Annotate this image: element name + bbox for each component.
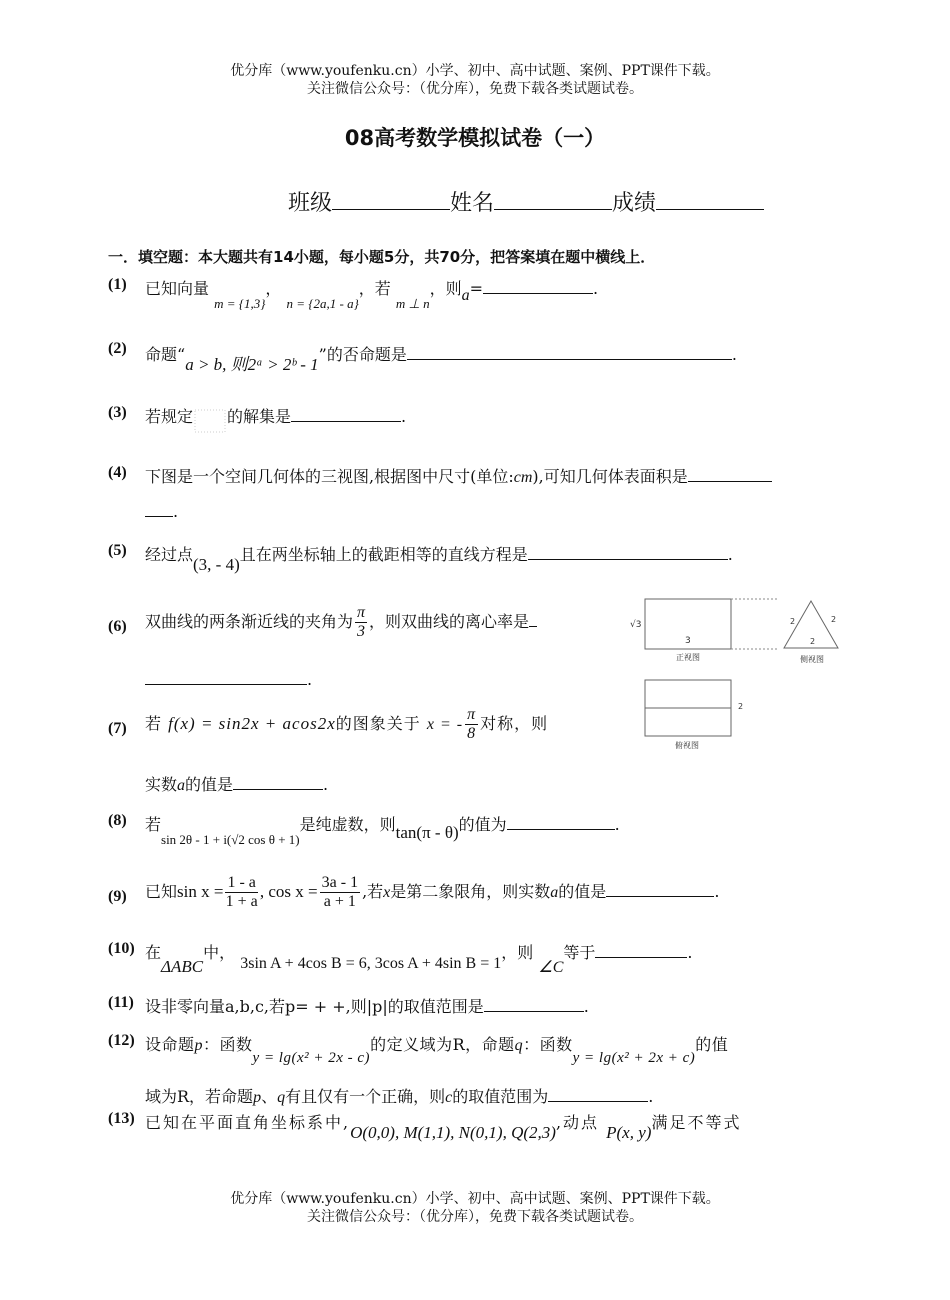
q9-f2-bot: a + 1	[323, 893, 356, 910]
q5-text-a: 经过点	[145, 545, 194, 564]
q12-c: c	[445, 1089, 453, 1106]
dim-2d: 2	[738, 702, 744, 711]
q6-fraction	[355, 604, 367, 641]
footer-line-2: 关注微信公众号：（优分库），免费下载各类试题试卷。	[307, 1209, 643, 1225]
q6-end: .	[307, 670, 313, 689]
q4-text-b: ),可知几何体表面积是	[532, 467, 688, 486]
q1-vector-n: n = {2a,1 - a}	[286, 296, 359, 311]
q9-fraction-2	[320, 874, 360, 911]
answer-blank[interactable]	[291, 407, 401, 422]
q7-fraction	[465, 706, 478, 743]
q12-text-c: 的定义域为R，命题	[370, 1035, 515, 1054]
q9-text-d: 的值是	[558, 882, 607, 901]
q7-frac-bot: 8	[467, 725, 477, 742]
name-label: 姓名	[450, 191, 495, 216]
question-number: (10)	[108, 940, 135, 957]
q12-func-1: y = lg(x² + 2x - c)	[252, 1050, 371, 1066]
question-body	[145, 464, 772, 487]
top-view-label: 俯视图	[675, 741, 699, 750]
q12-end: .	[648, 1087, 654, 1106]
q10-equations: 3sin A + 4cos B = 6, 3cos A + 4sin B = 1	[240, 955, 502, 972]
q8-text-c: 的值为	[458, 815, 507, 834]
q13-text-a: 已知在平面直角坐标系中,	[145, 1113, 351, 1132]
answer-blank[interactable]	[233, 775, 323, 790]
q8-tan: tan(π - θ)	[395, 823, 459, 842]
question-number: (3)	[108, 404, 127, 421]
q7-text-d: 实数	[145, 775, 178, 794]
q7-text-c: 对称，则	[480, 714, 549, 733]
q4-end: .	[173, 502, 179, 521]
q9-fraction-1	[225, 874, 257, 911]
dim-sqrt3: √3	[630, 620, 642, 630]
q5-point: (3, - 4)	[193, 555, 240, 574]
q8-text-b: 是纯虚数，则	[299, 815, 396, 834]
question-number: (8)	[108, 812, 127, 829]
q9-text-a: 已知	[145, 882, 178, 901]
q10-text-a: 在	[145, 943, 162, 962]
q12-p2: p	[253, 1089, 262, 1106]
q12-continuation	[145, 1084, 653, 1107]
q8-text-a: 若	[145, 815, 162, 834]
q4-text-a: 下图是一个空间几何体的三视图,根据图中尺寸(单位:	[145, 467, 514, 486]
q10-text-c: ，则	[501, 943, 534, 962]
class-blank[interactable]	[332, 191, 450, 210]
q9-f1-top: 1 - a	[227, 874, 256, 891]
q6-frac-top: π	[357, 604, 366, 621]
q3-text-a: 若规定	[145, 407, 194, 426]
front-view	[630, 599, 778, 662]
question-number: (5)	[108, 542, 127, 559]
q9-cos: , cos x =	[259, 882, 318, 901]
dim-3: 3	[685, 636, 691, 646]
q7-text-a: 若	[145, 714, 163, 733]
question-body	[145, 340, 737, 374]
q12-func-2: y = lg(x² + 2x + c)	[572, 1050, 696, 1066]
score-blank[interactable]	[656, 191, 764, 210]
q9-sin: sin x =	[177, 882, 224, 901]
top-view	[645, 680, 743, 750]
student-info-line	[288, 186, 764, 217]
q12-text-e: 的值	[695, 1035, 729, 1054]
question-body: 已知向量 $_{m = \{1,3\}}$， $_{n = \{2a,1 - a\}}$，若 $_{m \perp n}$，则a= .	[145, 279, 599, 311]
answer-blank[interactable]	[606, 882, 714, 897]
q6-continuation	[145, 670, 312, 689]
q12-text-d: ：函数	[523, 1035, 573, 1054]
answer-blank-cont[interactable]	[145, 502, 173, 517]
question-number: (6)	[108, 618, 127, 635]
answer-blank[interactable]	[529, 612, 537, 627]
q2-text-b: ”的否命题是	[318, 345, 407, 364]
q6-text-a: 双曲线的两条渐近线的夹角为	[145, 612, 354, 631]
dim-2a: 2	[790, 617, 796, 626]
score-label: 成绩	[612, 191, 657, 216]
page-title: 08高考数学模拟试卷（一）	[344, 126, 606, 150]
answer-blank[interactable]	[548, 1087, 648, 1102]
q13-point-p: P(x, y)	[606, 1123, 652, 1142]
question-number: (12)	[108, 1032, 135, 1049]
answer-blank-cont[interactable]	[145, 670, 307, 685]
front-view-label: 正视图	[676, 653, 700, 662]
question-number: (7)	[108, 720, 127, 737]
question-body	[145, 874, 719, 911]
q7-x-eq: x = -	[426, 716, 464, 733]
answer-blank[interactable]	[407, 345, 732, 360]
q12-q2: q	[277, 1089, 286, 1106]
q1-text-then: ，则	[429, 279, 462, 298]
question-number: (13)	[108, 1110, 135, 1127]
answer-blank[interactable]	[507, 815, 615, 830]
question-number: (9)	[108, 888, 127, 905]
q7-function: f(x) = sin2x + acos2x	[168, 714, 336, 733]
q3-text-b: 的解集是	[227, 407, 292, 426]
q9-end: .	[714, 882, 720, 901]
q10-angle-c: ∠C	[538, 959, 564, 976]
q2-end: .	[731, 345, 737, 364]
q10-text-d: 等于	[563, 943, 596, 962]
q13-points: O(0,0), M(1,1), N(0,1), Q(2,3)	[350, 1123, 556, 1142]
q5-text-b: 且在两坐标轴上的截距相等的直线方程是	[239, 545, 528, 564]
question-body	[145, 706, 548, 743]
q9-f2-top: 3a - 1	[321, 874, 359, 891]
q12-p: p	[194, 1037, 204, 1054]
q8-end: .	[614, 815, 620, 834]
question-number: (11)	[108, 994, 134, 1011]
q9-text-c: 是第二象限角，则实数	[390, 882, 551, 901]
dim-2c: 2	[810, 637, 816, 646]
side-view	[784, 601, 838, 664]
q3-end: .	[401, 407, 407, 426]
q12-text-a: 设命题	[145, 1035, 195, 1054]
q10-triangle: ΔABC	[161, 957, 204, 976]
q12-text-b: ：函数	[203, 1035, 253, 1054]
question-number: (2)	[108, 340, 127, 357]
answer-blank[interactable]	[528, 545, 728, 560]
question-body	[145, 1032, 729, 1066]
question-body	[145, 1110, 742, 1142]
q2-proposition: a > b, 则2ᵃ > 2ᵇ - 1	[185, 355, 319, 374]
q13-text-b: ,动点	[555, 1113, 600, 1132]
question-body	[145, 994, 589, 1017]
q12-text-i: 的取值范围为	[452, 1087, 549, 1106]
q9-var-x: x	[383, 884, 391, 901]
q1-text-if: ，若	[358, 279, 391, 298]
q10-text-b: 中，	[203, 943, 236, 962]
question-body	[145, 604, 537, 641]
q2-text-a: 命题“	[145, 345, 186, 364]
q5-end: .	[727, 545, 733, 564]
question-number: (1)	[108, 276, 127, 293]
q13-text-c: 满足不等式	[651, 1113, 742, 1132]
answer-blank[interactable]	[484, 997, 584, 1012]
q12-text-h: 有且仅有一个正确，则	[285, 1087, 446, 1106]
q9-f1-bot: 1 + a	[225, 893, 258, 910]
q7-end: .	[323, 775, 329, 794]
q9-text-b: ,若	[362, 882, 384, 901]
q7-text-b: 的图象关于	[335, 714, 421, 733]
q11-text-a: 设非零向量a,b,c,若p= + +,则|p|的取值范围是	[145, 997, 484, 1016]
class-label: 班级	[288, 191, 333, 216]
q6-text-b: ，则双曲线的离心率是	[369, 612, 530, 631]
answer-blank[interactable]	[688, 467, 772, 482]
q7-text-e: 的值是	[185, 775, 234, 794]
q12-text-g: 、	[261, 1087, 278, 1106]
question-body	[145, 542, 733, 574]
q1-eq: =	[469, 279, 484, 298]
q1-vector-m: m = {1,3}	[214, 296, 266, 311]
question-body	[145, 404, 406, 436]
question-body	[145, 940, 693, 976]
q1-var-a: a	[461, 287, 470, 304]
q9-var-a: a	[550, 884, 559, 901]
determinant-image	[193, 404, 227, 436]
q7-frac-top: π	[467, 706, 477, 723]
q4-unit: cm	[513, 469, 533, 486]
dim-2b: 2	[831, 615, 837, 624]
q4-continuation	[145, 502, 178, 521]
q12-text-f: 域为R，若命题	[145, 1087, 254, 1106]
q8-complex: sin 2θ - 1 + i(√2 cos θ + 1)	[161, 832, 300, 847]
name-blank[interactable]	[494, 191, 612, 210]
answer-blank[interactable]	[483, 279, 593, 294]
q1-perp: m ⊥ n	[395, 296, 430, 311]
footer-line-1: 优分库（www.youfenku.cn）小学、初中、高中试题、案例、PPT课件下载。	[230, 1191, 720, 1207]
q1-end: .	[593, 279, 599, 298]
three-view-figure	[628, 596, 858, 756]
q11-end: .	[583, 997, 589, 1016]
q12-q: q	[514, 1037, 524, 1054]
q7-continuation	[145, 772, 328, 795]
q1-text-a: 已知向量	[145, 279, 210, 298]
q10-end: .	[687, 943, 693, 962]
header-line-2: 关注微信公众号：（优分库），免费下载各类试题试卷。	[307, 81, 643, 97]
question-number: (4)	[108, 464, 127, 481]
side-view-label: 侧视图	[800, 655, 824, 664]
section-heading: 一．填空题：本大题共有14小题，每小题5分，共70分，把答案填在题中横线上．	[108, 248, 656, 266]
q6-frac-bot: 3	[357, 623, 366, 640]
q7-var-a: a	[177, 777, 186, 794]
header-line-1: 优分库（www.youfenku.cn）小学、初中、高中试题、案例、PPT课件下载。	[230, 63, 720, 79]
answer-blank[interactable]	[595, 943, 687, 958]
